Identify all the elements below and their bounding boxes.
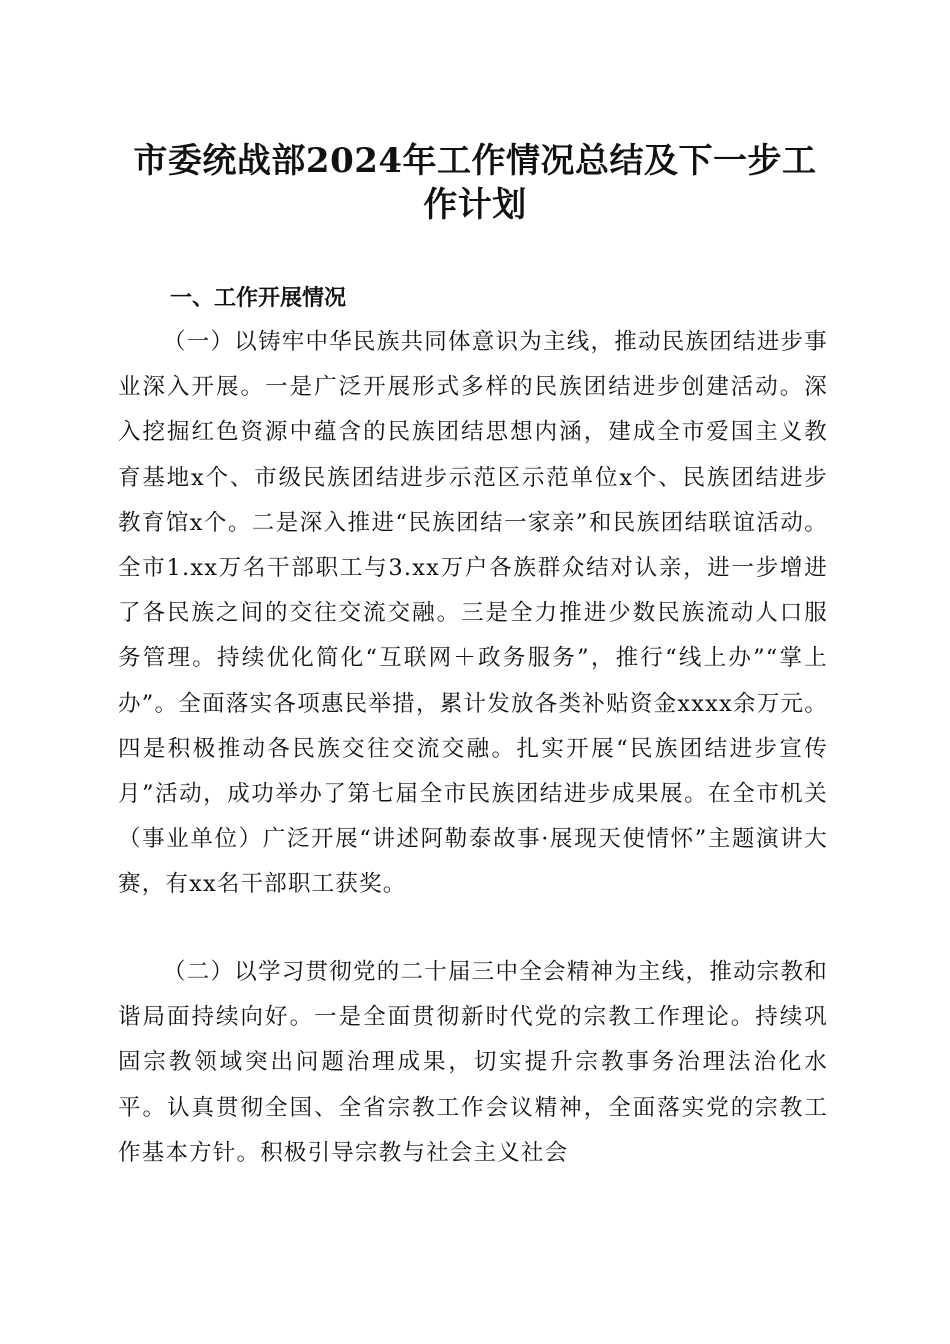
paragraph-body: 一是广泛开展形式多样的民族团结进步创建活动。深入挖掘红色资源中蕴含的民族团结思想内涵，建成全市爱国主义教育基地x个、市级民族团结进步示范区示范单位x个、民族团结进步教育馆x个。二是深入推进“民族团结一家亲”和民族团结联谊活动。全市1.xx万名干部职工与3.xx万户各族群众结对认亲，进一步增进了各民族之间的交往交流交融。三是全力推进少数民族流动人口服务管理。持续优化简化“互联网＋政务服务”，推行“线上办”“掌上办”。全面落实各项惠民举措，累计发放各类补贴资金xxxx余万元。四是积极推动各民族交往交流交融。扎实开展“民族团结进步宣传月”活动，成功举办了第七届全市民族团结进步成果展。在全市机关（事业单位）广泛开展“讲述阿勒泰故事·展现天使情怀”主题演讲大赛，有xx名干部职工获奖。 [118, 374, 828, 898]
document-title: 市委统战部2024年工作情况总结及下一步工作计划 [133, 141, 817, 225]
paragraph-lead: （一）以铸牢中华民族共同体意识为主线，推动民族团结进步事业深入开展。 [118, 329, 828, 401]
paragraph-religious-harmony [118, 950, 828, 1176]
section-heading-work-progress: 一、工作开展情况 [170, 286, 347, 311]
paragraph-body: 一是全面贯彻新时代党的宗教工作理论。持续巩固宗教领域突出问题治理成果，切实提升宗教事务治理法治化水平。认真贯彻全国、全省宗教工作会议精神，全面落实党的宗教工作基本方针。积极引导宗教与社会主义社会 [118, 1004, 829, 1166]
paragraph-ethnic-unity [118, 320, 828, 908]
paragraph-lead: （二）以学习贯彻党的二十届三中全会精神为主线，推动宗教和谐局面持续向好。 [118, 959, 828, 1031]
